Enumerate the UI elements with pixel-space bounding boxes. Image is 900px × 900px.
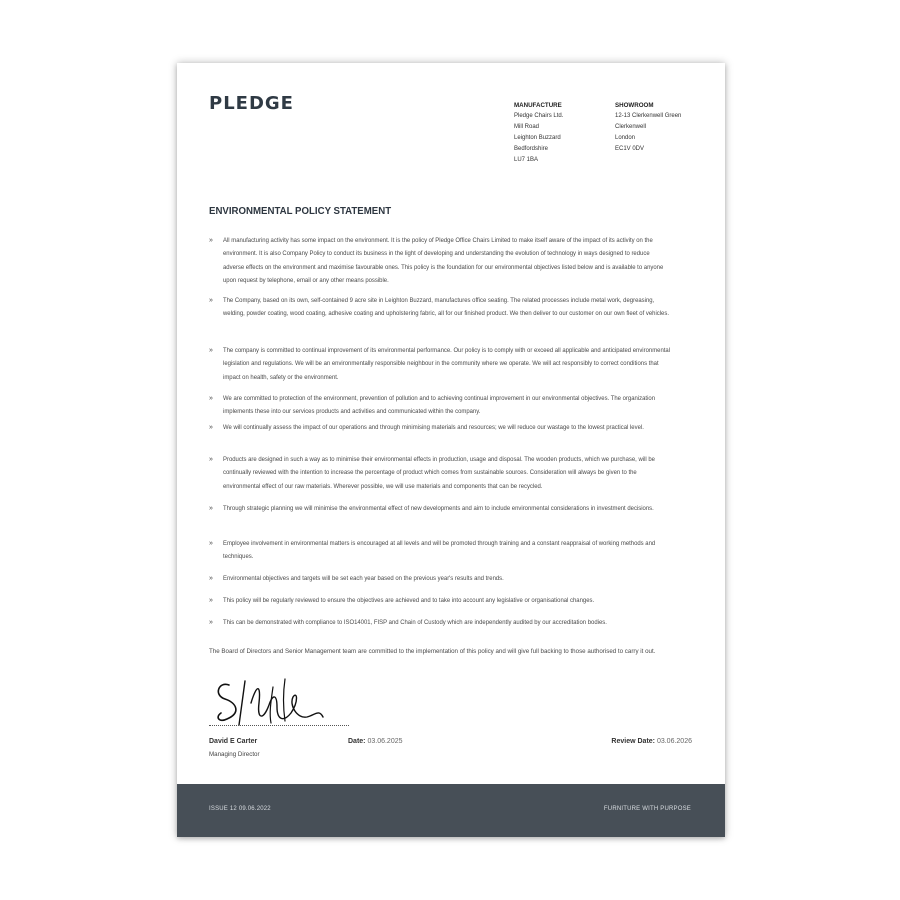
bullet-icon: » [209,575,213,582]
showroom-heading: SHOWROOM [615,102,654,109]
issue-info: ISSUE 12 09.06.2022 [209,806,271,812]
bullet-icon: » [209,619,213,626]
bullet-icon: » [209,297,213,304]
bullet-icon: » [209,597,213,604]
date-value: 03.06.2025 [367,738,403,745]
bullet-icon: » [209,395,213,402]
date-label: Date: [348,738,366,745]
review-date-value: 03.06.2026 [656,738,692,745]
address-line: Bedfordshire [514,146,549,152]
bullet-icon: » [209,540,213,547]
review-date-label: Review Date: [611,738,655,745]
tagline: FURNITURE WITH PURPOSE [603,806,691,812]
bullet-icon: » [209,424,213,431]
manufacture-address [514,100,563,166]
address-line: Clerkenwell [615,124,647,130]
signer-name: David E Carter [209,738,258,745]
policy-item-text: The Company, based on its own, self-contained 9 acre site in Leighton Buzzard, manufactures office seating. The related processes include metal work, degreasing, welding, powder coating, wood coating, adhesive coating and upholstering fabric, all for our finished product. We then deliver to our customer on our own fleet of vehicles. [223,297,669,318]
policy-item-text: Employee involvement in environmental matters is encouraged at all levels and will be promoted through training and a constant reappraisal of working methods and techniques. [223,540,656,561]
policy-item-text: We are committed to protection of the environment, prevention of pollution and to achieving continual improvement in our environmental objectives. The organization implements these into our services products and activities and communicated within the company. [223,395,655,416]
address-line: LU7 1BA [514,157,539,163]
policy-item-text: The company is committed to continual improvement of its environmental performance. Our policy is to comply with or exceed all applicable and anticipated environmental legislation and regulations. We will be an environmentally responsible neighbour in the community where we operate. We will act responsibly to correct conditions that impact on health, safety or the environment. [223,347,671,381]
bullet-icon: » [209,237,213,244]
policy-item-text: We will continually assess the impact of our operations and through minimising materials and resources; we will reduce our wastage to the lowest practical level. [223,424,644,431]
signer-role: Managing Director [209,751,260,758]
policy-item-text: All manufacturing activity has some impact on the environment. It is the policy of Pledge Office Chairs Limited to make itself aware of the impact of its activity on the environment. It is also Company Policy to conduct its business in the light of developing and understanding the evolution of technology in ways designed to reduce adverse effects on the environment and maximise favourable ones. This policy is the foundation for our environmental objectives listed below and is available to anyone upon request by telephone, email or any other means possible. [223,237,664,285]
policy-document [177,63,725,837]
address-line: Leighton Buzzard [514,135,561,141]
date-block [348,738,403,745]
signature [211,673,351,731]
bullet-icon: » [209,347,213,354]
showroom-address [615,100,681,155]
address-line: Pledge Chairs Ltd. [514,113,564,119]
policy-item-text: Products are designed in such a way as to minimise their environmental effects in production, usage and disposal. The wooden products, which we purchase, will be continually reviewed with the intention to increase the percentage of product which comes from sustainable sources. Consideration will always be given to the environmental effect of our raw materials. Wherever possible, we will use materials and components that can be recycled. [223,456,655,490]
pledge-logo: PLEDGE [209,93,294,114]
review-date-block [611,738,692,745]
policy-item-text: This policy will be regularly reviewed to ensure the objectives are achieved and to take into account any legislative or organisational changes. [223,597,595,604]
address-line: Mill Road [514,124,540,130]
bullet-icon: » [209,456,213,463]
bullet-icon: » [209,505,213,512]
manufacture-heading: MANUFACTURE [514,102,562,109]
policy-item-text: Environmental objectives and targets will be set each year based on the previous year's results and trends. [223,575,504,582]
document-title: ENVIRONMENTAL POLICY STATEMENT [209,205,392,217]
address-line: London [615,135,636,141]
policy-item-text: Through strategic planning we will minimise the environmental effect of new developments and aim to include environmental considerations in investment decisions. [223,505,654,512]
address-line: EC1V 0DV [615,146,645,152]
address-line: 12-13 Clerkenwell Green [615,113,682,119]
signature-line [209,725,349,726]
closing-statement: The Board of Directors and Senior Management team are committed to the implementation of this policy and will give full backing to those authorised to carry it out. [209,648,656,655]
footer-bar [177,784,725,837]
policy-item-text: This can be demonstrated with compliance to ISO14001, FISP and Chain of Custody which are independently audited by our accreditation bodies. [223,619,607,626]
